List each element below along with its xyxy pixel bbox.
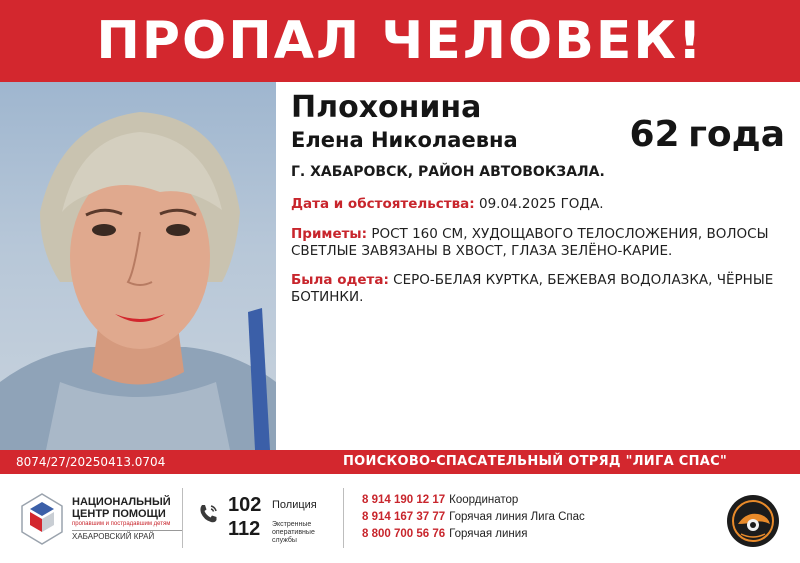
police-label: Полиция [272, 499, 317, 511]
center-region: ХАБАРОВСКИЙ КРАЙ [72, 530, 182, 542]
portrait-illustration [0, 82, 276, 450]
date-value: 09.04.2025 ГОДА. [474, 196, 604, 212]
contact-phone[interactable]: 8 914 190 12 17 [362, 494, 446, 506]
contact-row [362, 492, 585, 509]
signs-label: Приметы: [291, 226, 368, 242]
date-label: Дата и обстоятельства: [291, 196, 475, 212]
phone-icon [196, 502, 220, 526]
clothes-block [291, 272, 776, 306]
missing-person-photo [0, 82, 276, 450]
national-center-logo [18, 492, 66, 546]
contact-label: Горячая линия Лига Спас [449, 511, 585, 523]
footer-divider [343, 488, 344, 548]
person-name: Елена Николаевна [291, 128, 518, 152]
signs-block [291, 226, 776, 260]
center-line-3: пропавшим и пострадавшим детям [72, 521, 171, 527]
contact-row [362, 509, 585, 526]
contact-phone[interactable]: 8 800 700 56 76 [362, 528, 446, 540]
organization-name: ПОИСКОВО-СПАСАТЕЛЬНЫЙ ОТРЯД "ЛИГА СПАС" [343, 454, 728, 469]
center-line-2: ЦЕНТР ПОМОЩИ [72, 508, 166, 520]
contact-row [362, 526, 585, 543]
info-strip [0, 450, 800, 474]
case-code: 8074/27/20250413.0704 [16, 455, 166, 469]
footer-divider [182, 488, 183, 548]
clothes-label: Была одета: [291, 272, 389, 288]
poster-title: ПРОПАЛ ЧЕЛОВЕК! [96, 11, 704, 71]
emergency-label: Экстренные оперативные службы [272, 521, 315, 544]
center-line-1: НАЦИОНАЛЬНЫЙ [72, 496, 171, 508]
missing-location: Г. ХАБАРОВСК, РАЙОН АВТОВОКЗАЛА. [291, 164, 605, 180]
person-surname: Плохонина [291, 90, 482, 125]
contacts-list [362, 492, 585, 543]
liga-spas-logo [726, 494, 780, 548]
contact-label: Горячая линия [449, 528, 528, 540]
date-circumstances [291, 196, 776, 213]
info-panel [291, 88, 791, 448]
emergency-number: 112 [228, 518, 261, 540]
clothes-value: СЕРО-БЕЛАЯ КУРТКА, БЕЖЕВАЯ ВОДОЛАЗКА, ЧЁРНЫЕ БОТИНКИ. [291, 272, 774, 305]
police-number: 102 [228, 494, 262, 516]
footer [0, 474, 800, 563]
person-age: 62 года [629, 114, 785, 155]
header-banner [0, 0, 800, 82]
contact-label: Координатор [449, 494, 519, 506]
signs-value: РОСТ 160 СМ, ХУДОЩАВОГО ТЕЛОСЛОЖЕНИЯ, ВОЛОСЫ СВЕТЛЫЕ ЗАВЯЗАНЫ В ХВОСТ, ГЛАЗА ЗЕЛЁНО-КАРИЕ. [291, 226, 769, 259]
contact-phone[interactable]: 8 914 167 37 77 [362, 511, 446, 523]
national-center-text [72, 496, 182, 542]
